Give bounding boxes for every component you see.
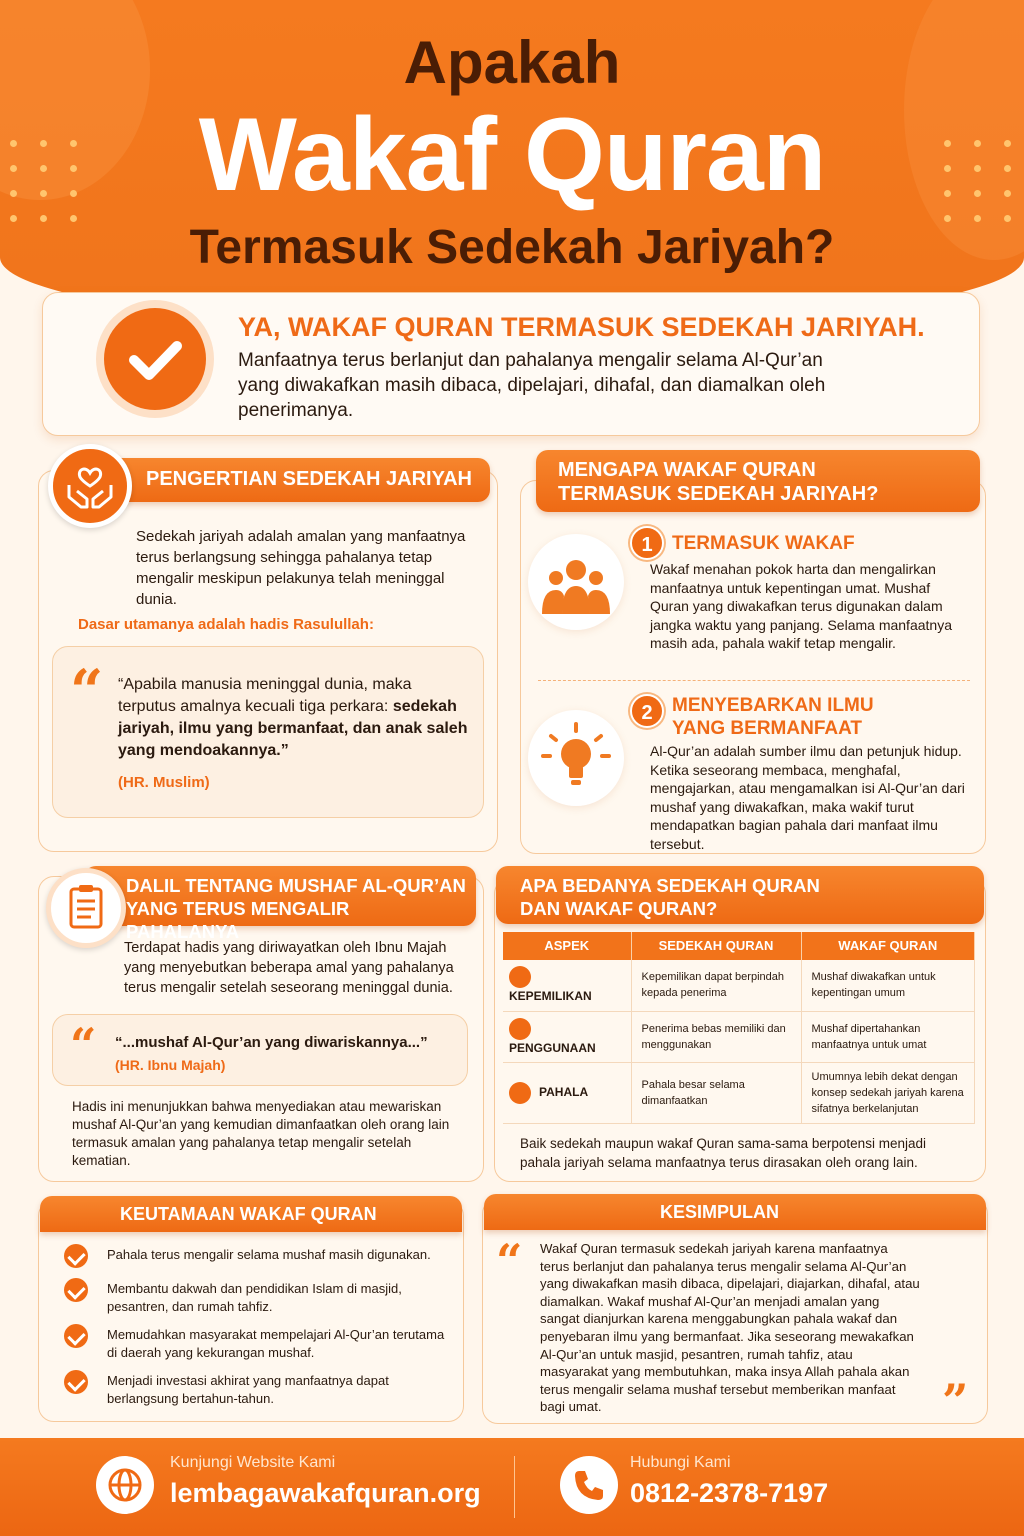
bulb-icon-circle xyxy=(528,710,624,806)
answer-title: YA, WAKAF QURAN TERMASUK SEDEKAH JARIYAH. xyxy=(238,312,925,342)
table-row xyxy=(503,960,975,1011)
reason-1-title: TERMASUK WAKAF xyxy=(672,533,855,554)
divider xyxy=(538,680,970,681)
kesimpulan-title: KESIMPULAN xyxy=(484,1194,986,1230)
table-cell: Mushaf dipertahankan manfaatnya untuk umat xyxy=(801,1011,975,1062)
hands-heart-icon xyxy=(48,444,132,528)
phone-link[interactable]: 0812-2378-7197 xyxy=(630,1478,829,1508)
pengertian-text: Sedekah jariyah adalah amalan yang manfaatnya terus berlangsung sehingga pahalanya tetap mengalir meskipun pelakunya telah meninggal dunia. xyxy=(136,528,466,608)
people-icon xyxy=(509,966,531,988)
col-header: WAKAF QURAN xyxy=(801,932,975,960)
table-cell xyxy=(503,1011,631,1062)
hadith-quote-text: “Apabila manusia meninggal dunia, maka terputus amalnya kecuali tiga perkara: xyxy=(118,676,412,715)
comparison-table xyxy=(503,932,975,1124)
keutamaan-title: KEUTAMAAN WAKAF QURAN xyxy=(40,1196,462,1232)
quote-open-icon: “ xyxy=(70,1018,97,1072)
book-icon xyxy=(509,1018,531,1040)
hadith-quote xyxy=(118,674,468,762)
dalil-closing: Hadis ini menunjukkan bahwa menyediakan atau mewariskan mushaf Al-Qur’an yang kemudian dimanfaatkan oleh orang lain termasuk amalan yang pahalanya tetap mengalir setelah kematian. xyxy=(72,1099,450,1168)
table-cell: Umumnya lebih dekat dengan konsep sedekah jariyah karena sifatnya berkelanjutan xyxy=(801,1062,975,1123)
title-line-2: Wakaf Quran xyxy=(198,97,826,213)
list-item-text: Memudahkan masyarakat mempelajari Al-Qur’an terutama di daerah yang kekurangan mushaf. xyxy=(107,1327,445,1360)
aspect-label: PAHALA xyxy=(539,1084,589,1099)
reason-1-text: Wakaf menahan pokok harta dan mengalirkan manfaatnya untuk kepentingan umat. Mushaf Quran yang diwakafkan terus digunakan dalam jangka waktu yang panjang. Selama manfaatnya masih ada, pahala wakif tetap mengalir. xyxy=(650,561,952,651)
table-cell xyxy=(503,1062,631,1123)
pengertian-title: PENGERTIAN SEDEKAH JARIYAH xyxy=(96,458,490,502)
lightbulb-icon xyxy=(528,710,624,806)
check-icon xyxy=(64,1244,88,1268)
col-header: SEDEKAH QURAN xyxy=(631,932,801,960)
aspect-label: PENGGUNAAN xyxy=(509,1040,596,1055)
kesimpulan-text: Wakaf Quran termasuk sedekah jariyah karena manfaatnya terus berlanjut dan pahalanya terus mengalir selama Al-Qur’an yang diwakafkan masih dibaca, dipelajari, diajarkan, dihafal, atau diamalkan. Wakaf mushaf Al-Qur’an menjadi amalan yang sangat dianjurkan karena menggabungkan pahala wakaf dan penyebaran ilmu yang bermanfaat. Jika seseorang mewakafkan Al-Qur’an untuk masjid, pesantren, rumah tahfiz, atau masyarakat yang membutuhkan, maka insya Allah pahala akan terus mengalir selama mushaf tersebut memberikan manfaat bagi umat. xyxy=(540,1241,920,1415)
globe-icon xyxy=(96,1456,154,1514)
hadith-source: (HR. Muslim) xyxy=(118,774,210,791)
website-link[interactable]: lembagawakafquran.org xyxy=(170,1478,481,1508)
table-cell: Kepemilikan dapat berpindah kepada penerima xyxy=(631,960,801,1011)
checkmark-icon xyxy=(104,308,206,410)
check-icon xyxy=(64,1324,88,1348)
people-icon xyxy=(528,534,624,630)
contact-label: Hubungi Kami xyxy=(630,1454,731,1471)
answer-text: Manfaatnya terus berlanjut dan pahalanya mengalir selama Al-Qur’an yang diwakafkan masih dibaca, dipelajari, dihafal, dan diamalkan oleh penerimanya. xyxy=(238,350,826,421)
people-icon-circle xyxy=(528,534,624,630)
reason-2-text: Al-Qur’an adalah sumber ilmu dan petunjuk hidup. Ketika seseorang membaca, menghafal, mengajarkan, atau mengamalkan isi Al-Qur’an dari mushaf yang diwakafkan, maka wakif turut mendapatkan bagian pahala dari manfaat ilmu tersebut. xyxy=(650,743,965,852)
quote-close-icon: ” xyxy=(942,1374,969,1428)
dalil-text: Terdapat hadis yang diriwayatkan oleh Ibnu Majah yang menyebutkan beberapa amal yang pahalanya terus mengalir setelah seseorang meninggal dunia. xyxy=(124,940,454,996)
col-header: ASPEK xyxy=(503,932,631,960)
table-cell xyxy=(503,960,631,1011)
title-line-1: Apakah xyxy=(403,29,621,96)
quote-open-icon: “ xyxy=(70,657,104,725)
aspect-label: KEPEMILIKAN xyxy=(509,989,592,1004)
dalil-title xyxy=(84,866,476,942)
dalil-quote: “...mushaf Al-Qur’an yang diwariskannya...” xyxy=(115,1034,428,1051)
number-badge: 1 xyxy=(630,526,664,560)
dalil-title-text: DALIL TENTANG MUSHAF AL-QUR’AN YANG TERUS MENGALIR PAHALANYA xyxy=(126,875,466,942)
web-label: Kunjungi Website Kami xyxy=(170,1454,336,1471)
reason-2-title: MENYEBARKAN ILMU YANG BERMANFAAT xyxy=(672,695,874,739)
title-line-3: Termasuk Sedekah Jariyah? xyxy=(189,221,835,274)
list-item-text: Membantu dakwah dan pendidikan Islam di masjid, pesantren, dan rumah tahfiz. xyxy=(107,1281,402,1314)
list-item-text: Pahala terus mengalir selama mushaf masih digunakan. xyxy=(107,1247,431,1262)
beda-title xyxy=(496,866,984,924)
table-cell: Penerima bebas memiliki dan menggunakan xyxy=(631,1011,801,1062)
footer xyxy=(0,1438,1024,1536)
hadith-quote-emphasis: sedekah jariyah, ilmu yang bermanfaat, dan anak saleh yang mendoakannya.” xyxy=(118,698,468,759)
divider xyxy=(514,1456,515,1518)
phone-icon xyxy=(560,1456,618,1514)
clipboard-icon xyxy=(46,868,126,948)
check-icon xyxy=(64,1278,88,1302)
table-row xyxy=(503,1062,975,1123)
quote-open-icon: “ xyxy=(496,1234,523,1288)
table-cell: Pahala besar selama dimanfaatkan xyxy=(631,1062,801,1123)
beda-title-text: APA BEDANYA SEDEKAH QURAN DAN WAKAF QURAN? xyxy=(520,875,820,919)
mengapa-title xyxy=(536,450,980,512)
dasar-label: Dasar utamanya adalah hadis Rasulullah: xyxy=(78,616,374,633)
number-badge: 2 xyxy=(630,694,664,728)
table-cell: Mushaf diwakafkan untuk kepentingan umum xyxy=(801,960,975,1011)
mengapa-title-text: MENGAPA WAKAF QURAN TERMASUK SEDEKAH JARIYAH? xyxy=(558,459,879,505)
list-item-text: Menjadi investasi akhirat yang manfaatnya dapat berlangsung bertahun-tahun. xyxy=(107,1373,389,1406)
dalil-source: (HR. Ibnu Majah) xyxy=(115,1057,226,1073)
table-row xyxy=(503,1011,975,1062)
star-icon xyxy=(509,1082,531,1104)
beda-note: Baik sedekah maupun wakaf Quran sama-sama berpotensi menjadi pahala jariyah selama manfaatnya terus dirasakan oleh orang lain. xyxy=(520,1136,926,1170)
check-icon xyxy=(64,1370,88,1394)
